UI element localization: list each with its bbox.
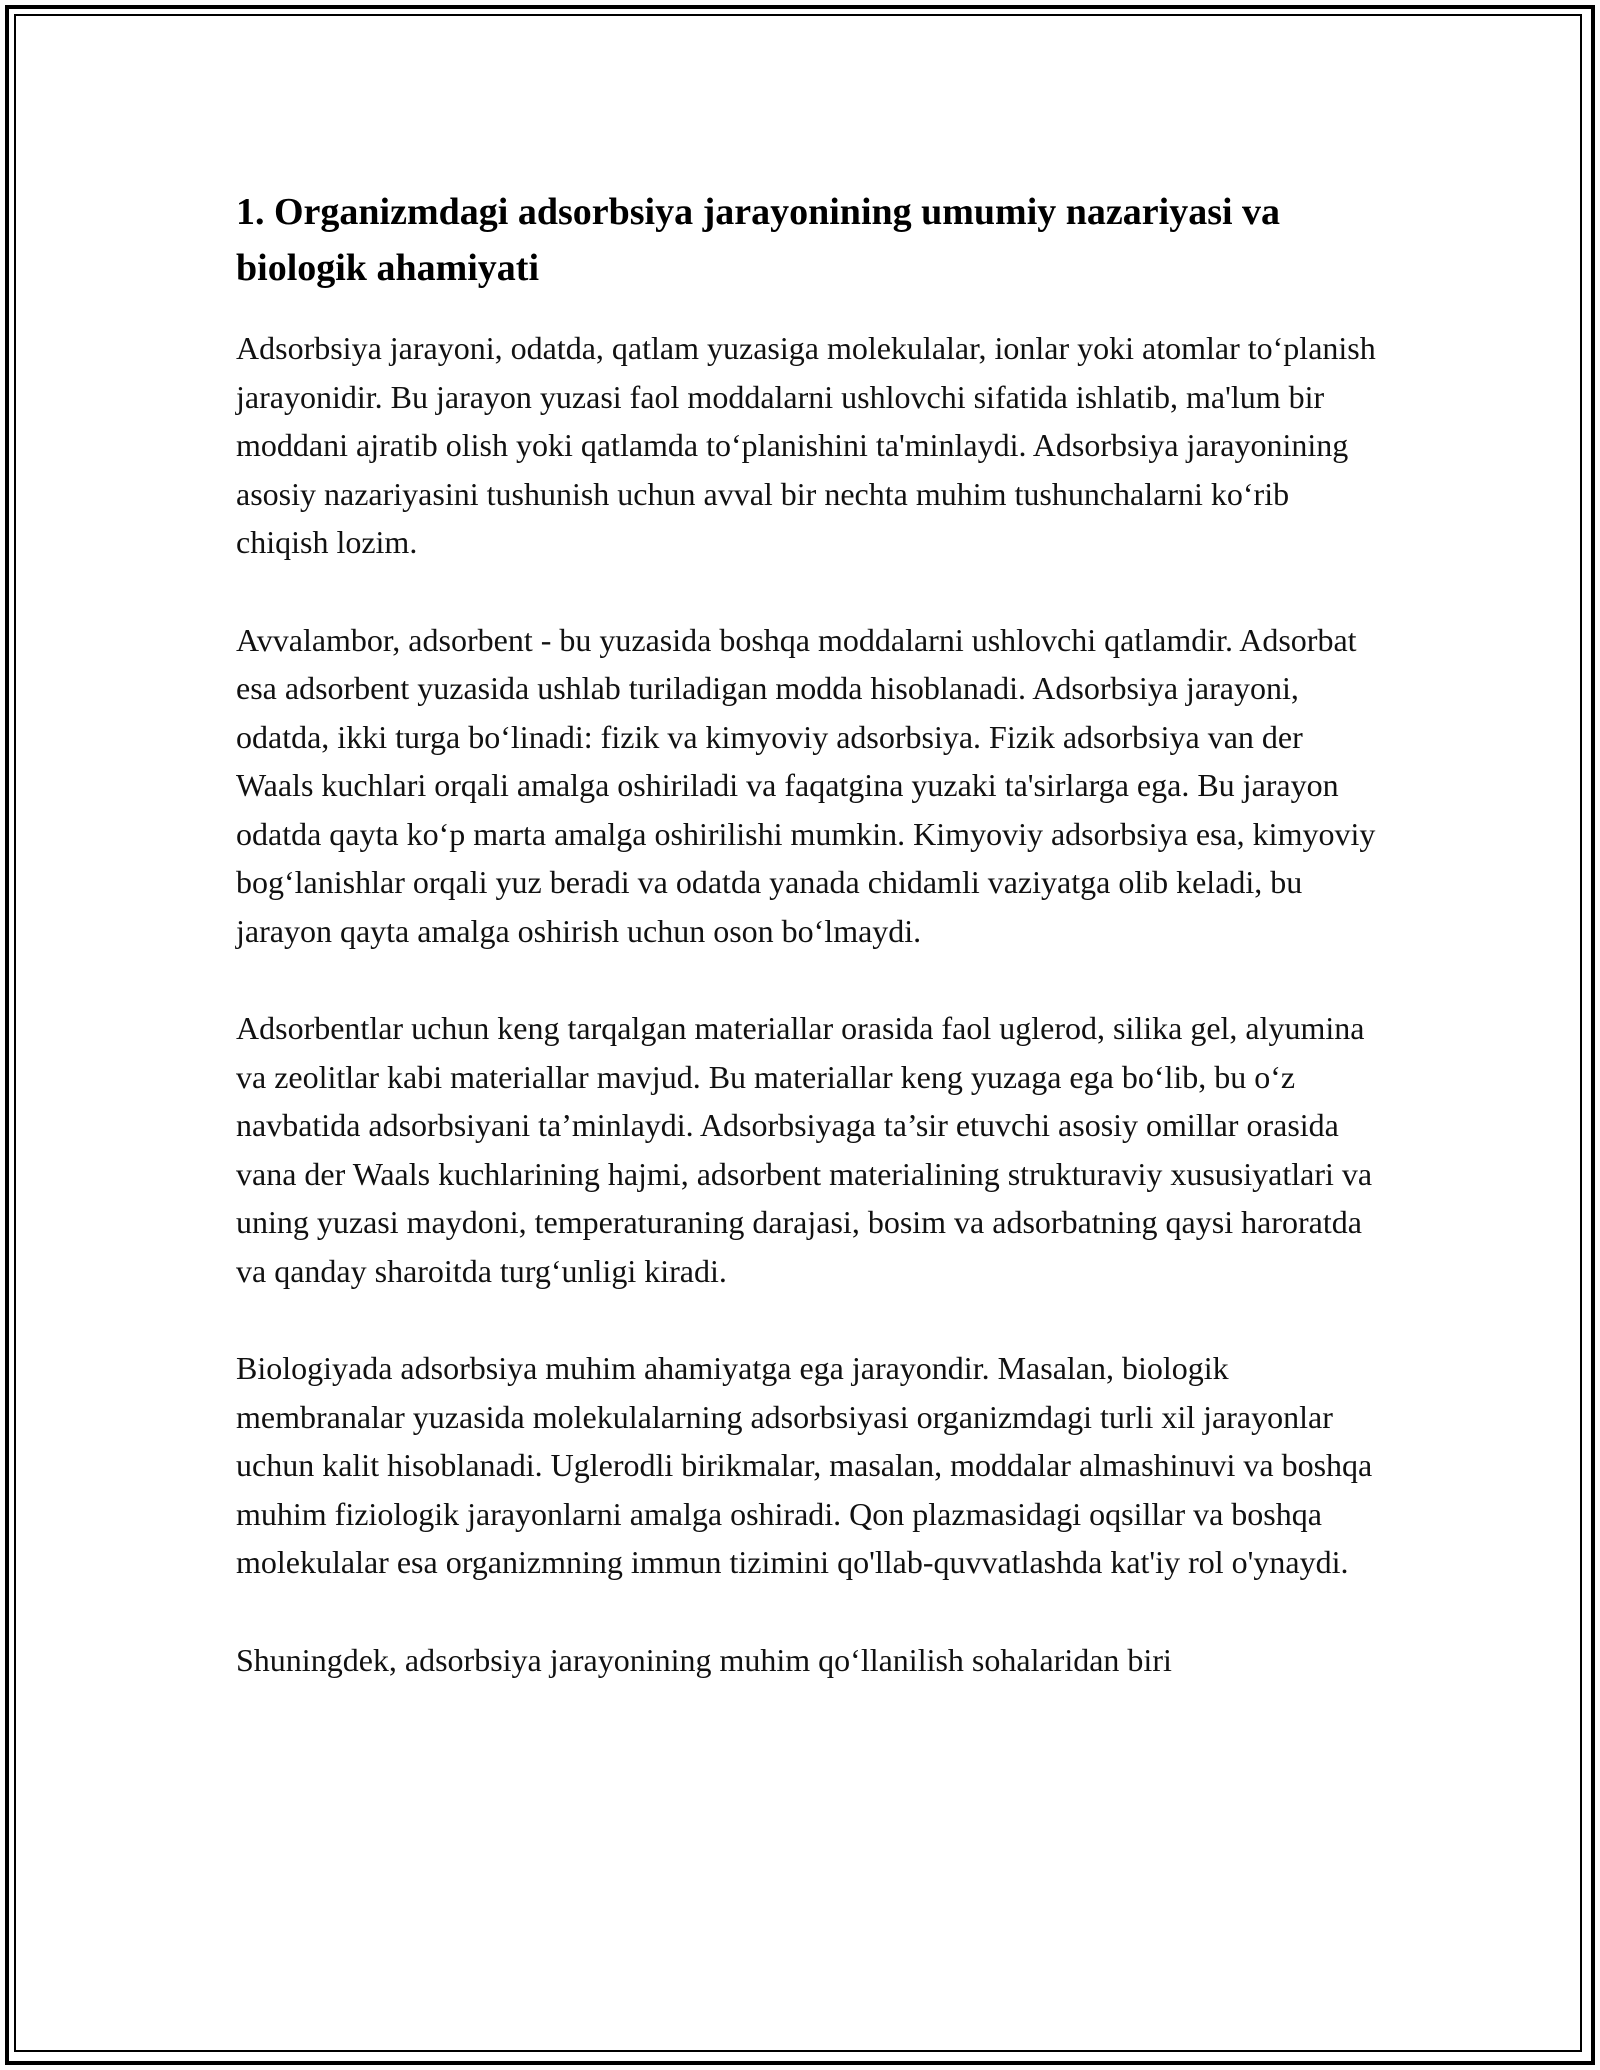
document-body [236, 184, 1376, 1733]
paragraph-1: Adsorbsiya jarayoni, odatda, qatlam yuzasiga molekulalar, ionlar yoki atomlar to‘planish jarayonidir. Bu jarayon yuzasi faol moddalarni ushlovchi sifatida ishlatib, ma'lum bir moddani ajratib olish yoki qatlamda to‘planishini ta'minlaydi. Adsorbsiya jarayonining asosiy nazariyasini tushunish uchun avval bir nechta muhim tushunchalarni ko‘rib chiqish lozim. [236, 330, 1376, 560]
section-heading: 1. Organizmdagi adsorbsiya jarayonining umumiy nazariyasi va biologik ahamiyati [236, 191, 1281, 289]
paragraph-3: Adsorbentlar uchun keng tarqalgan materiallar orasida faol uglerod, silika gel, alyumina va zeolitlar kabi materiallar mavjud. Bu materiallar keng yuzaga ega bo‘lib, bu o‘z navbatida adsorbsiyani ta’minlaydi. Adsorbsiyaga ta’sir etuvchi asosiy omillar orasida vana der Waals kuchlarining hajmi, adsorbent materialining strukturaviy xususiyatlari va uning yuzasi maydoni, temperaturaning darajasi, bosim va adsorbatning qaysi haroratda va qanday sharoitda turg‘unligi kiradi. [236, 1010, 1373, 1289]
paragraph-4: Biologiyada adsorbsiya muhim ahamiyatga ega jarayondir. Masalan, biologik membranalar yuzasida molekulalarning adsorbsiyasi organizmdagi turli xil jarayonlar uchun kalit hisoblanadi. Uglerodli birikmalar, masalan, moddalar almashinuvi va boshqa muhim fiziologik jarayonlarni amalga oshiradi. Qon plazmasidagi oqsillar va boshqa molekulalar esa organizmning immun tizimini qo'llab-quvvatlashda kat'iy rol o'ynaydi. [236, 1350, 1373, 1580]
paragraph-5: Shuningdek, adsorbsiya jarayonining muhim qo‘llanilish sohalaridan biri [236, 1641, 1172, 1678]
paragraph-2: Avvalambor, adsorbent - bu yuzasida boshqa moddalarni ushlovchi qatlamdir. Adsorbat esa adsorbent yuzasida ushlab turiladigan modda hisoblanadi. Adsorbsiya jarayoni, odatda, ikki turga bo‘linadi: fizik va kimyoviy adsorbsiya. Fizik adsorbsiya van der Waals kuchlari orqali amalga oshiriladi va faqatgina yuzaki ta'sirlarga ega. Bu jarayon odatda qayta ko‘p marta amalga oshirilishi mumkin. Kimyoviy adsorbsiya esa, kimyoviy bog‘lanishlar orqali yuz beradi va odatda yanada chidamli vaziyatga olib keladi, bu jarayon qayta amalga oshirish uchun oson bo‘lmaydi. [236, 621, 1376, 949]
